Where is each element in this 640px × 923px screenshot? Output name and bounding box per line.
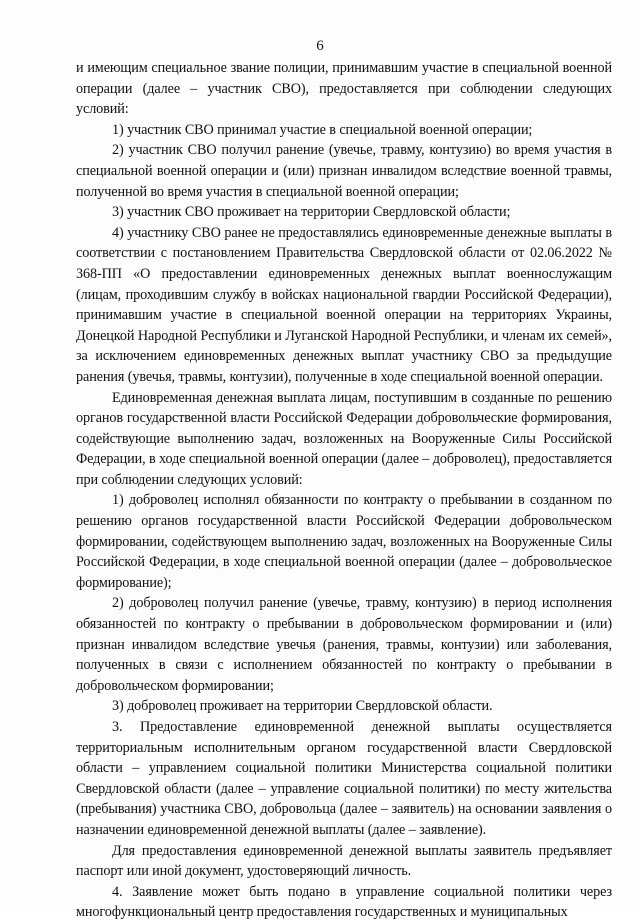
paragraph-section-3: 3. Предоставление единовременной денежной выплаты осуществляется территориальным исполнительным органом государственной власти Свердловской области – управлением социальной политики Министерства социальной политики Свердловской области (далее – управление социальной политики) по месту жительства (пребывания) участника СВО, добровольца (далее – заявитель) на основании заявления о назначении единовременной денежной выплаты (далее – заявление). [76,719,612,838]
paragraph-volunteer-intro: Единовременная денежная выплата лицам, поступившим в созданные по решению органов государственной власти Российской Федерации добровольческие формирования, содействующие выполнению задач, возложенных на Вооруженные Силы Российской Федерации, в ходе специальной военной операции (далее – доброволец), предоставляется при соблюдении следующих условий: [76,389,612,488]
paragraph-svo-condition-4: 4) участнику СВО ранее не предоставлялись единовременные денежные выплаты в соответствии с постановлением Правительства Свердловской области от 02.06.2022 № 368-ПП «О предоставлении единовременных денежных выплат военнослужащим (лицам, проходившим службу в войсках национальной гвардии Российской Федерации), принимавшим участие в специальной военной операции на территориях Украины, Донецкой Народной Республики и Луганской Народной Республики, и членам их семей», за исключением единовременных денежных выплат участнику СВО за предыдущие ранения (увечья, травмы, контузии), полученные в ходе специальной военной операции. [76,224,612,385]
paragraph-section-4: 4. Заявление может быть подано в управление социальной политики через многофункциональный центр предоставления государственных и муниципальных [76,883,612,921]
paragraph-volunteer-condition-2: 2) доброволец получил ранение (увечье, травму, контузию) в период исполнения обязанностей по контракту о пребывании в добровольческом формировании и (или) признан инвалидом вследствие увечья (ранения, травмы, контузии) или заболевания, полученных в связи с исполнением обязанностей по контракту о пребывании в добровольческом формировании; [76,595,612,694]
paragraph-volunteer-condition-1: 1) доброволец исполнял обязанности по контракту о пребывании в созданном по решению органов государственной власти Российской Федерации добровольческом формировании, содействующем выполнению задач, возложенных на Вооруженные Силы Российской Федерации, в ходе специальной военной операции (далее – добровольческое формирование); [76,492,612,591]
document-body [76,58,612,923]
paragraph-intro-continued: и имеющим специальное звание полиции, принимавшим участие в специальной военной операции (далее – участник СВО), предоставляется при соблюдении следующих условий: [76,60,612,118]
paragraph-svo-condition-2: 2) участник СВО получил ранение (увечье, травму, контузию) во время участия в специальной военной операции и (или) признан инвалидом вследствие военной травмы, полученной во время участия в специальной военной операции; [76,142,612,200]
paragraph-svo-condition-1: 1) участник СВО принимал участие в специальной военной операции; [112,121,533,138]
paragraph-volunteer-condition-3: 3) доброволец проживает на территории Свердловской области. [112,698,493,715]
paragraph-svo-condition-3: 3) участник СВО проживает на территории Свердловской области; [112,204,511,221]
paragraph-section-3-passport: Для предоставления единовременной денежной выплаты заявитель предъявляет паспорт или иной документ, удостоверяющий личность. [76,842,612,880]
page-number: 6 [316,38,324,54]
